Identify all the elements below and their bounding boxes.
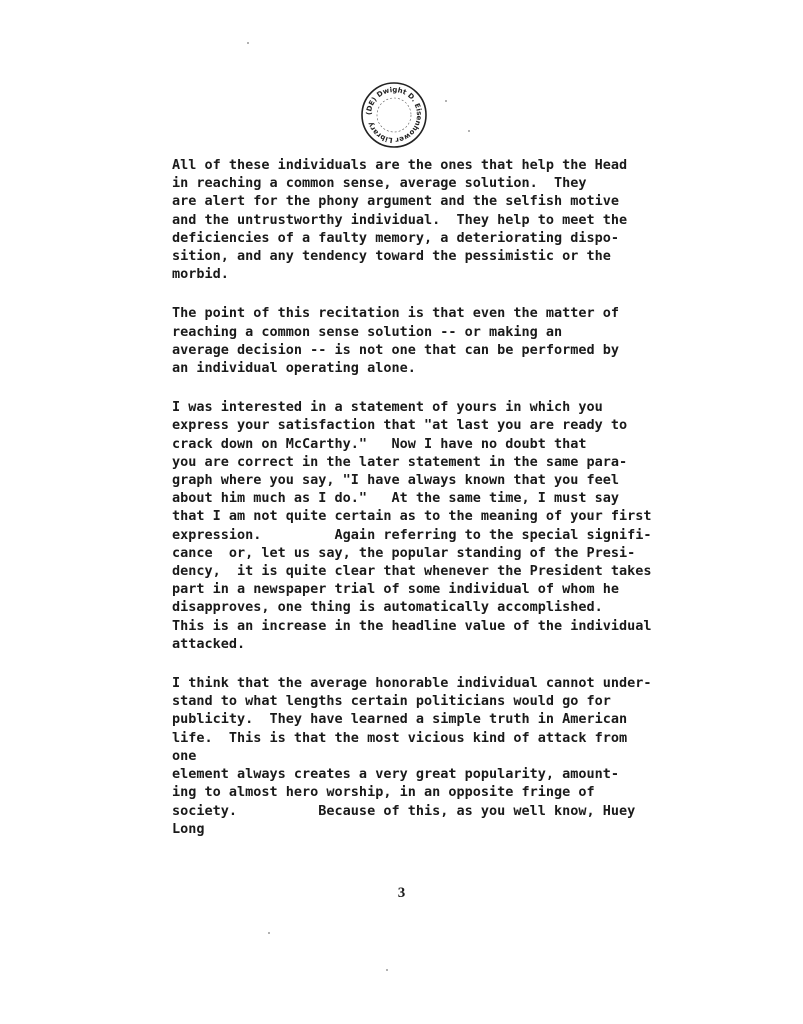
svg-text:(DE) Dwight D. Eisenhower Libr: (DE) Dwight D. Eisenhower Library — [364, 85, 424, 145]
letter-body — [172, 156, 652, 859]
paragraph-3: I was interested in a statement of yours in which you express your satisfaction that "at last you are ready to crack down on McCarthy." Now I have no doubt that you are correct in the later statement in the same para- graph where you say, "I have always known that you feel about him much as I do." At the same time, I must say that I am not quite certain as to the meaning of your first expression. Again referring to the special signifi- cance or, let us say, the popular standing of the Presi- dency, it is quite clear that whenever the President takes part in a newspaper trial of some individual of whom he disapproves, one thing is automatically accomplished. This is an increase in the headline value of the individual attacked. — [172, 399, 652, 652]
library-stamp — [359, 80, 429, 150]
paragraph-4: I think that the average honorable individual cannot under- stand to what lengths certain politicians would go for publicity. They have learned a simple truth in American life. This is that the most vicious kind of attack from one element always creates a very great popularity, amount- ing to almost hero worship, in an opposite fringe of society. Because of this, as you well know, Huey Long — [172, 675, 652, 837]
scan-speck — [268, 932, 270, 934]
page-number: 3 — [397, 885, 406, 901]
scan-speck — [445, 100, 447, 102]
scan-speck — [247, 42, 249, 44]
paragraph-1: All of these individuals are the ones that help the Head in reaching a common sense, average solution. They are alert for the phony argument and the selfish motive and the untrustworthy individual. They help to meet the deficiencies of a faulty memory, a deteriorating dispo- sition, and any tendency toward the pessimistic or the morbid. — [172, 157, 628, 283]
scan-speck — [468, 130, 470, 132]
paragraph-2: The point of this recitation is that even the matter of reaching a common sense solution -- or making an average decision -- is not one that can be performed by an individual operating alone. — [172, 305, 620, 377]
scan-speck — [386, 969, 388, 971]
stamp-seal-icon — [359, 80, 429, 150]
